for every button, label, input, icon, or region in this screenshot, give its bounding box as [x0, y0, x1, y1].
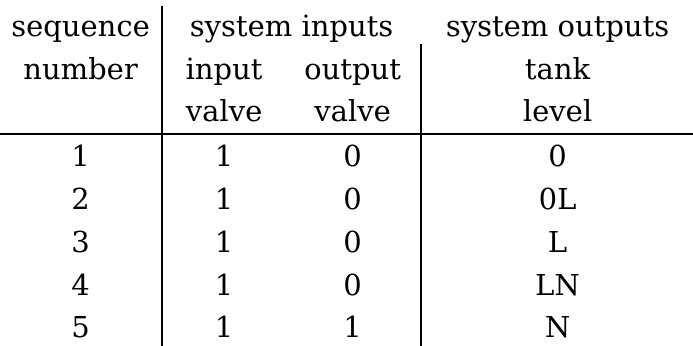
row-5-tank-level: N: [544, 310, 571, 344]
header-input: input: [185, 52, 263, 86]
row-3-seq: 3: [71, 225, 90, 259]
row-2-output-valve: 0: [343, 182, 362, 216]
row-5-seq: 5: [71, 310, 90, 344]
row-3-tank-level: L: [547, 225, 568, 259]
row-5-input-valve: 1: [214, 310, 234, 344]
row-1-seq: 1: [71, 139, 90, 173]
row-1-tank-level: 0: [548, 139, 567, 173]
row-3-input-valve: 1: [214, 225, 234, 259]
header-valve-output: valve: [314, 94, 391, 128]
row-4-seq: 4: [71, 268, 90, 302]
header-level: level: [522, 94, 593, 128]
row-1-input-valve: 1: [214, 139, 234, 173]
row-2-tank-level: 0L: [538, 182, 577, 216]
row-5-output-valve: 1: [343, 310, 362, 344]
header-system-inputs: system inputs: [189, 9, 394, 43]
header-valve-input: valve: [185, 94, 263, 128]
row-1-output-valve: 0: [343, 139, 362, 173]
row-2-input-valve: 1: [214, 182, 234, 216]
header-output: output: [304, 52, 401, 86]
row-3-output-valve: 0: [343, 225, 362, 259]
header-tank: tank: [524, 52, 591, 86]
row-4-tank-level: LN: [535, 268, 580, 302]
header-number: number: [23, 52, 138, 86]
header-rule: [0, 133, 693, 135]
row-4-input-valve: 1: [214, 268, 234, 302]
row-4-output-valve: 0: [343, 268, 362, 302]
row-2-seq: 2: [71, 182, 90, 216]
header-system-outputs: system outputs: [445, 9, 670, 43]
header-sequence: sequence: [11, 9, 150, 43]
